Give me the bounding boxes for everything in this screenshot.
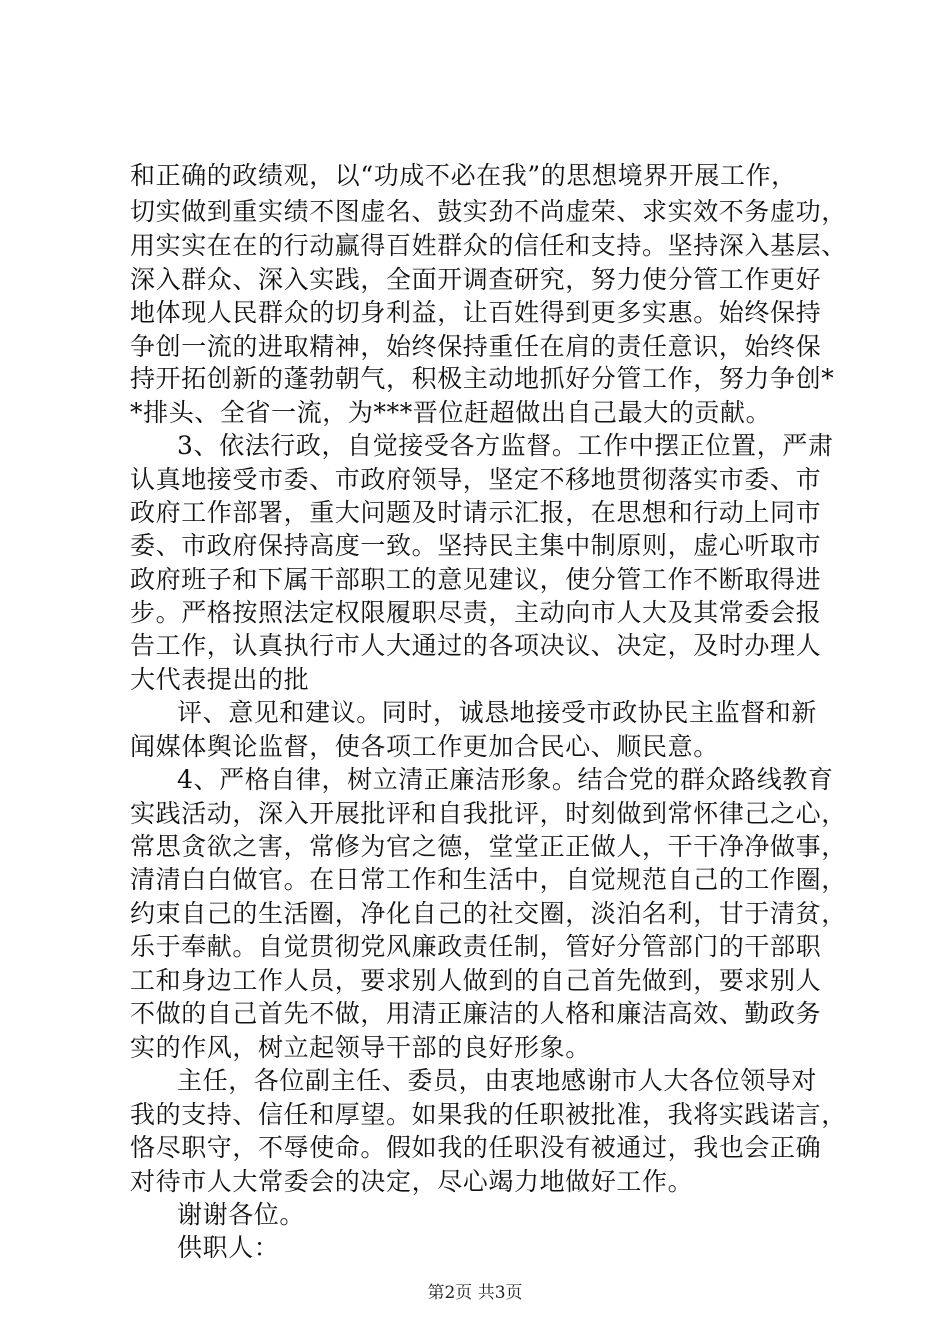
paragraph-start-line: 评、意见和建议。同时，诚恳地接受市政协民主监督和新 [177,698,818,727]
text-line: 常思贪欲之害，常修为官之德，堂堂正正做人，干干净净做事， [130,832,847,861]
text-line: 大代表提出的批 [130,665,310,694]
text-line: 恪尽职守，不辱使命。假如我的任职没有被通过，我也会正确 [130,1133,822,1162]
page-number: 第2页 共3页 [427,1283,523,1303]
text-line: 工和身边工作人员，要求别人做到的自己首先做到，要求别人 [130,966,822,995]
text-line: 清清白白做官。在日常工作和生活中，自觉规范自己的工作圈， [130,865,847,894]
paragraph-start-line: 4、严格自律，树立清正廉洁形象。结合党的群众路线教育 [177,765,834,794]
paragraph-start-line: 主任，各位副主任、委员，由衷地感谢市人大各位领导对 [177,1066,818,1095]
text-line: 不做的自己首先不做，用清正廉洁的人格和廉洁高效、勤政务 [130,999,822,1028]
thanks-line: 谢谢各位。 [177,1200,306,1229]
text-line: 闻媒体舆论监督，使各项工作更加合民心、顺民意。 [130,732,719,761]
text-line: 深入群众、深入实践，全面开调查研究，努力使分管工作更好 [130,265,822,294]
text-line: 政府班子和下属干部职工的意见建议，使分管工作不断取得进 [130,565,822,594]
text-line: 我的支持、信任和厚望。如果我的任职被批准，我将实践诺言， [130,1100,847,1129]
text-line: 步。严格按照法定权限履职尽责，主动向市人大及其常委会报 [130,598,822,627]
text-line: 政府工作部署，重大问题及时请示汇报，在思想和行动上同市 [130,498,822,527]
text-line: 约束自己的生活圈，净化自己的社交圈，淡泊名利，甘于清贫， [130,899,847,928]
text-line: 实的作风，树立起领导干部的良好形象。 [130,1033,591,1062]
text-line: 争创一流的进取精神，始终保持重任在肩的责任意识，始终保 [130,332,822,361]
text-line: 地体现人民群众的切身利益，让百姓得到更多实惠。始终保持 [130,298,822,327]
text-line: 对待市人大常委会的决定，尽心竭力地做好工作。 [130,1167,694,1196]
text-line: 认真地接受市委、市政府领导，坚定不移地贯彻落实市委、市 [130,465,822,494]
text-line: *排头、全省一流，为***晋位赶超做出自己最大的贡献。 [130,398,772,427]
paragraph-start-line: 3、依法行政，自觉接受各方监督。工作中摆正位置，严肃 [177,431,834,460]
signature-label: 供职人： [177,1233,280,1262]
text-line: 告工作，认真执行市人大通过的各项决议、决定，及时办理人 [130,631,822,660]
text-line: 乐于奉献。自觉贯彻党风廉政责任制，管好分管部门的干部职 [130,932,822,961]
text-line: 实践活动，深入开展批评和自我批评，时刻做到常怀律己之心， [130,799,847,828]
text-line: 和正确的政绩观，以“功成不必在我”的思想境界开展工作， [130,161,797,190]
text-line: 持开拓创新的蓬勃朝气，积极主动地抓好分管工作，努力争创* [130,364,835,393]
text-line: 切实做到重实绩不图虚名、鼓实劲不尚虚荣、求实效不务虚功， [130,197,847,226]
text-line: 用实实在在的行动赢得百姓群众的信任和支持。坚持深入基层、 [130,231,847,260]
text-line: 委、市政府保持高度一致。坚持民主集中制原则，虚心听取市 [130,531,822,560]
